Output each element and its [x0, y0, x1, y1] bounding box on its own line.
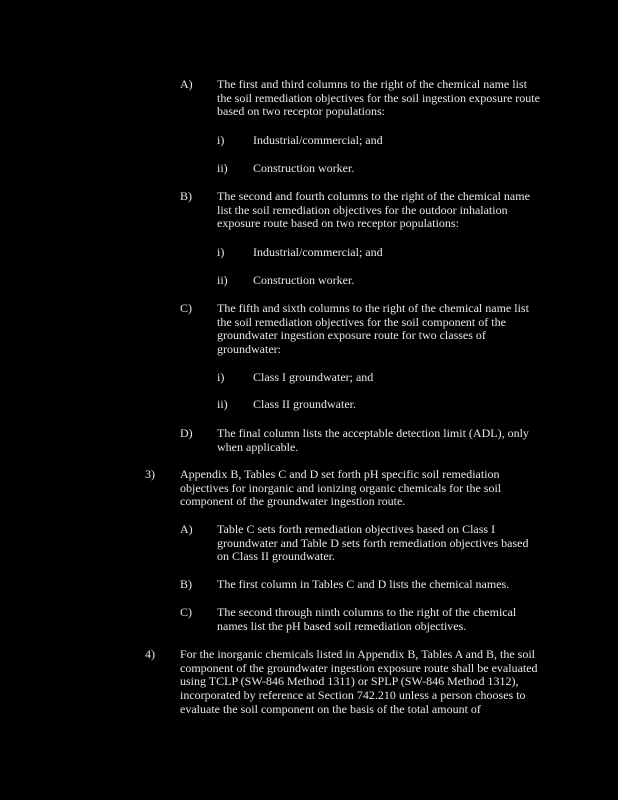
list-item-label: C) [180, 301, 192, 315]
text-line: list the soil remediation objectives for the outdoor inhalation [217, 202, 508, 217]
text-line: groundwater: [217, 342, 281, 357]
text-line: The first and third columns to the right of the chemical name list [217, 77, 527, 91]
list-item-text [253, 246, 383, 260]
list-item-text [217, 523, 529, 564]
text-line: The final column lists the acceptable detection limit (ADL), only [217, 426, 529, 440]
list-item-text [217, 606, 516, 633]
text-line: evaluate the soil component on the basis of the total amount of [180, 701, 481, 716]
text-line: The first column in Tables C and D lists the chemical names. [217, 577, 510, 591]
list-item-text [217, 302, 529, 357]
text-line: the soil remediation objectives for the soil ingestion exposure route [217, 90, 540, 105]
list-item-label: ii) [217, 397, 228, 411]
text-line: For the inorganic chemicals listed in Appendix B, Tables A and B, the soil [180, 647, 536, 661]
text-line: the soil remediation objectives for the soil component of the [217, 314, 506, 329]
list-item-text [217, 578, 509, 592]
list-item-text [217, 78, 540, 119]
text-line: groundwater and Table D sets forth remediation objectives based [217, 535, 529, 550]
text-line: Industrial/commercial; and [253, 133, 383, 147]
list-item-label: 3) [145, 467, 155, 481]
list-item-text [217, 190, 530, 231]
list-item-label: i) [217, 370, 225, 384]
list-item-label: B) [180, 189, 192, 203]
text-line: Table C sets forth remediation objectives based on Class I [217, 522, 496, 536]
text-line: incorporated by reference at Section 742.210 unless a person chooses to [180, 688, 526, 703]
list-item-label: C) [180, 605, 192, 619]
text-line: on Class II groundwater. [217, 549, 335, 564]
text-line: using TCLP (SW-846 Method 1311) or SPLP (SW-846 Method 1312), [180, 674, 519, 689]
text-line: when applicable. [217, 439, 299, 454]
text-line: Class II groundwater. [253, 397, 356, 411]
list-item-text [253, 398, 356, 412]
list-item-label: A) [180, 522, 193, 536]
text-line: Industrial/commercial; and [253, 245, 383, 259]
list-item-label: i) [217, 133, 225, 147]
text-line: Construction worker. [253, 273, 355, 287]
list-item-label: B) [180, 577, 192, 591]
list-item-text [253, 371, 373, 385]
list-item-text [180, 648, 538, 717]
text-line: component of the groundwater ingestion exposure route shall be evaluated [180, 660, 538, 675]
text-line: names list the pH based soil remediation objectives. [217, 618, 467, 633]
list-item-text [180, 468, 501, 509]
text-line: based on two receptor populations: [217, 104, 385, 119]
list-item-label: i) [217, 245, 225, 259]
list-item-label: ii) [217, 273, 228, 287]
text-line: component of the groundwater ingestion route. [180, 494, 406, 509]
list-item-label: 4) [145, 647, 155, 661]
list-item-text [253, 162, 354, 176]
text-line: Appendix B, Tables C and D set forth pH specific soil remediation [180, 467, 500, 481]
list-item-text [253, 274, 354, 288]
text-line: exposure route based on two receptor populations: [217, 216, 459, 231]
text-line: The second through ninth columns to the right of the chemical [217, 605, 517, 619]
list-item-label: ii) [217, 161, 228, 175]
list-item-label: D) [180, 426, 193, 440]
text-line: Class I groundwater; and [253, 370, 374, 384]
list-item-label: A) [180, 77, 193, 91]
text-line: The second and fourth columns to the right of the chemical name [217, 189, 530, 203]
list-item-text [217, 427, 529, 454]
text-line: The fifth and sixth columns to the right of the chemical name list [217, 301, 529, 315]
text-line: groundwater ingestion exposure route for two classes of [217, 328, 486, 343]
text-line: objectives for inorganic and ionizing organic chemicals for the soil [180, 480, 502, 495]
text-line: Construction worker. [253, 161, 355, 175]
list-item-text [253, 134, 383, 148]
